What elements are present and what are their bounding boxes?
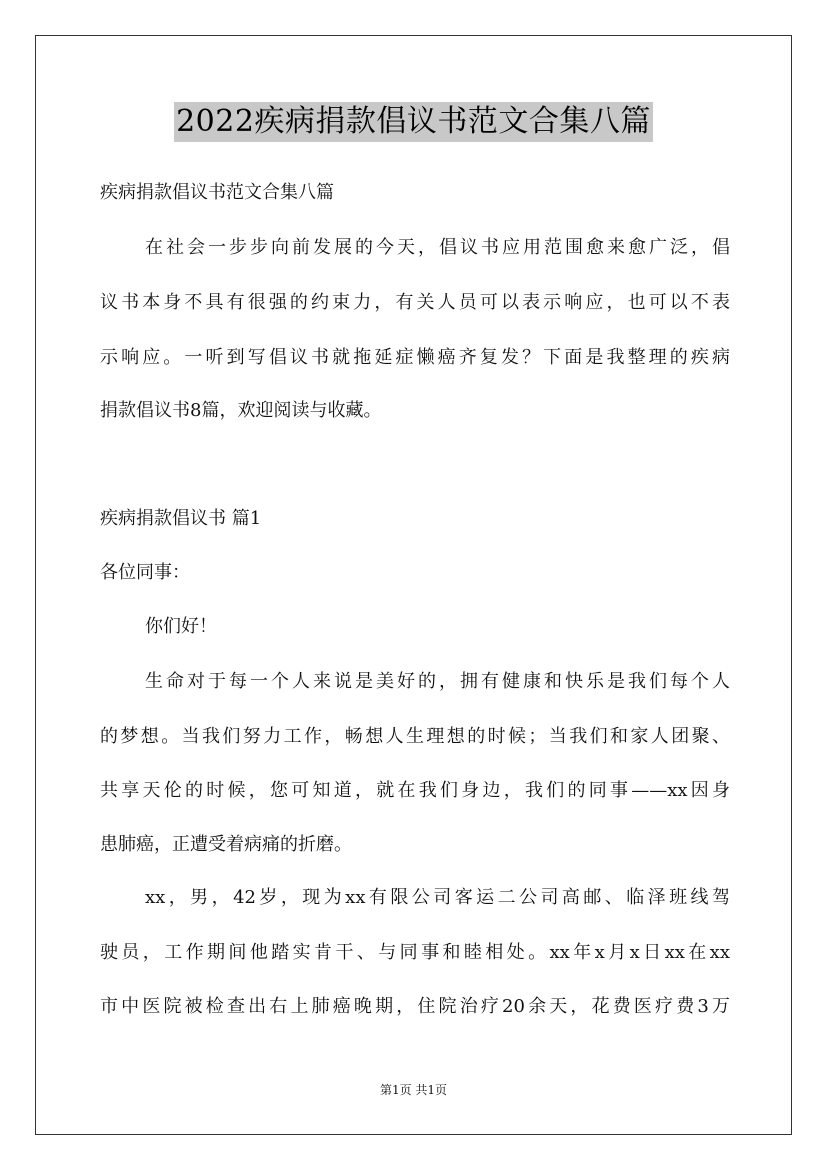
intro-line: 议书本身不具有很强的约束力，有关人员可以表示响应，也可以不表 [100, 292, 730, 313]
document-title: 2022疾病捐款倡议书范文合集八篇 [174, 102, 653, 142]
paragraph-line: 生命对于每一个人来说是美好的，拥有健康和快乐是我们每个人 [145, 671, 730, 692]
intro-line: 示响应。一听到写倡议书就拖延症懒癌齐复发？下面是我整理的疾病 [100, 347, 730, 368]
paragraph-line: 市中医院被检查出右上肺癌晚期，住院治疗20余天，花费医疗费3万 [100, 996, 730, 1017]
section-heading: 疾病捐款倡议书 篇1 [100, 508, 262, 529]
page-footer: 第1页 共1页 [379, 1083, 448, 1097]
paragraph-line: 共享天伦的时候，您可知道，就在我们身边，我们的同事——xx因身 [100, 780, 730, 801]
document-subtitle: 疾病捐款倡议书范文合集八篇 [100, 182, 334, 203]
intro-line: 在社会一步步向前发展的今天，倡议书应用范围愈来愈广泛，倡 [145, 237, 730, 258]
salutation: 各位同事： [100, 562, 190, 583]
intro-line: 捐款倡议书8篇，欢迎阅读与收藏。 [100, 400, 382, 421]
title-container [0, 102, 827, 142]
paragraph-line: xx，男，42岁，现为xx有限公司客运二公司高邮、临泽班线驾 [145, 887, 730, 908]
paragraph-line: 驶员，工作期间他踏实肯干、与同事和睦相处。xx年x月x日xx在xx [100, 942, 730, 963]
paragraph-line: 患肺癌，正遭受着病痛的折磨。 [100, 834, 352, 855]
greeting: 你们好！ [145, 616, 217, 637]
paragraph-line: 的梦想。当我们努力工作，畅想人生理想的时候；当我们和家人团聚、 [100, 726, 730, 747]
